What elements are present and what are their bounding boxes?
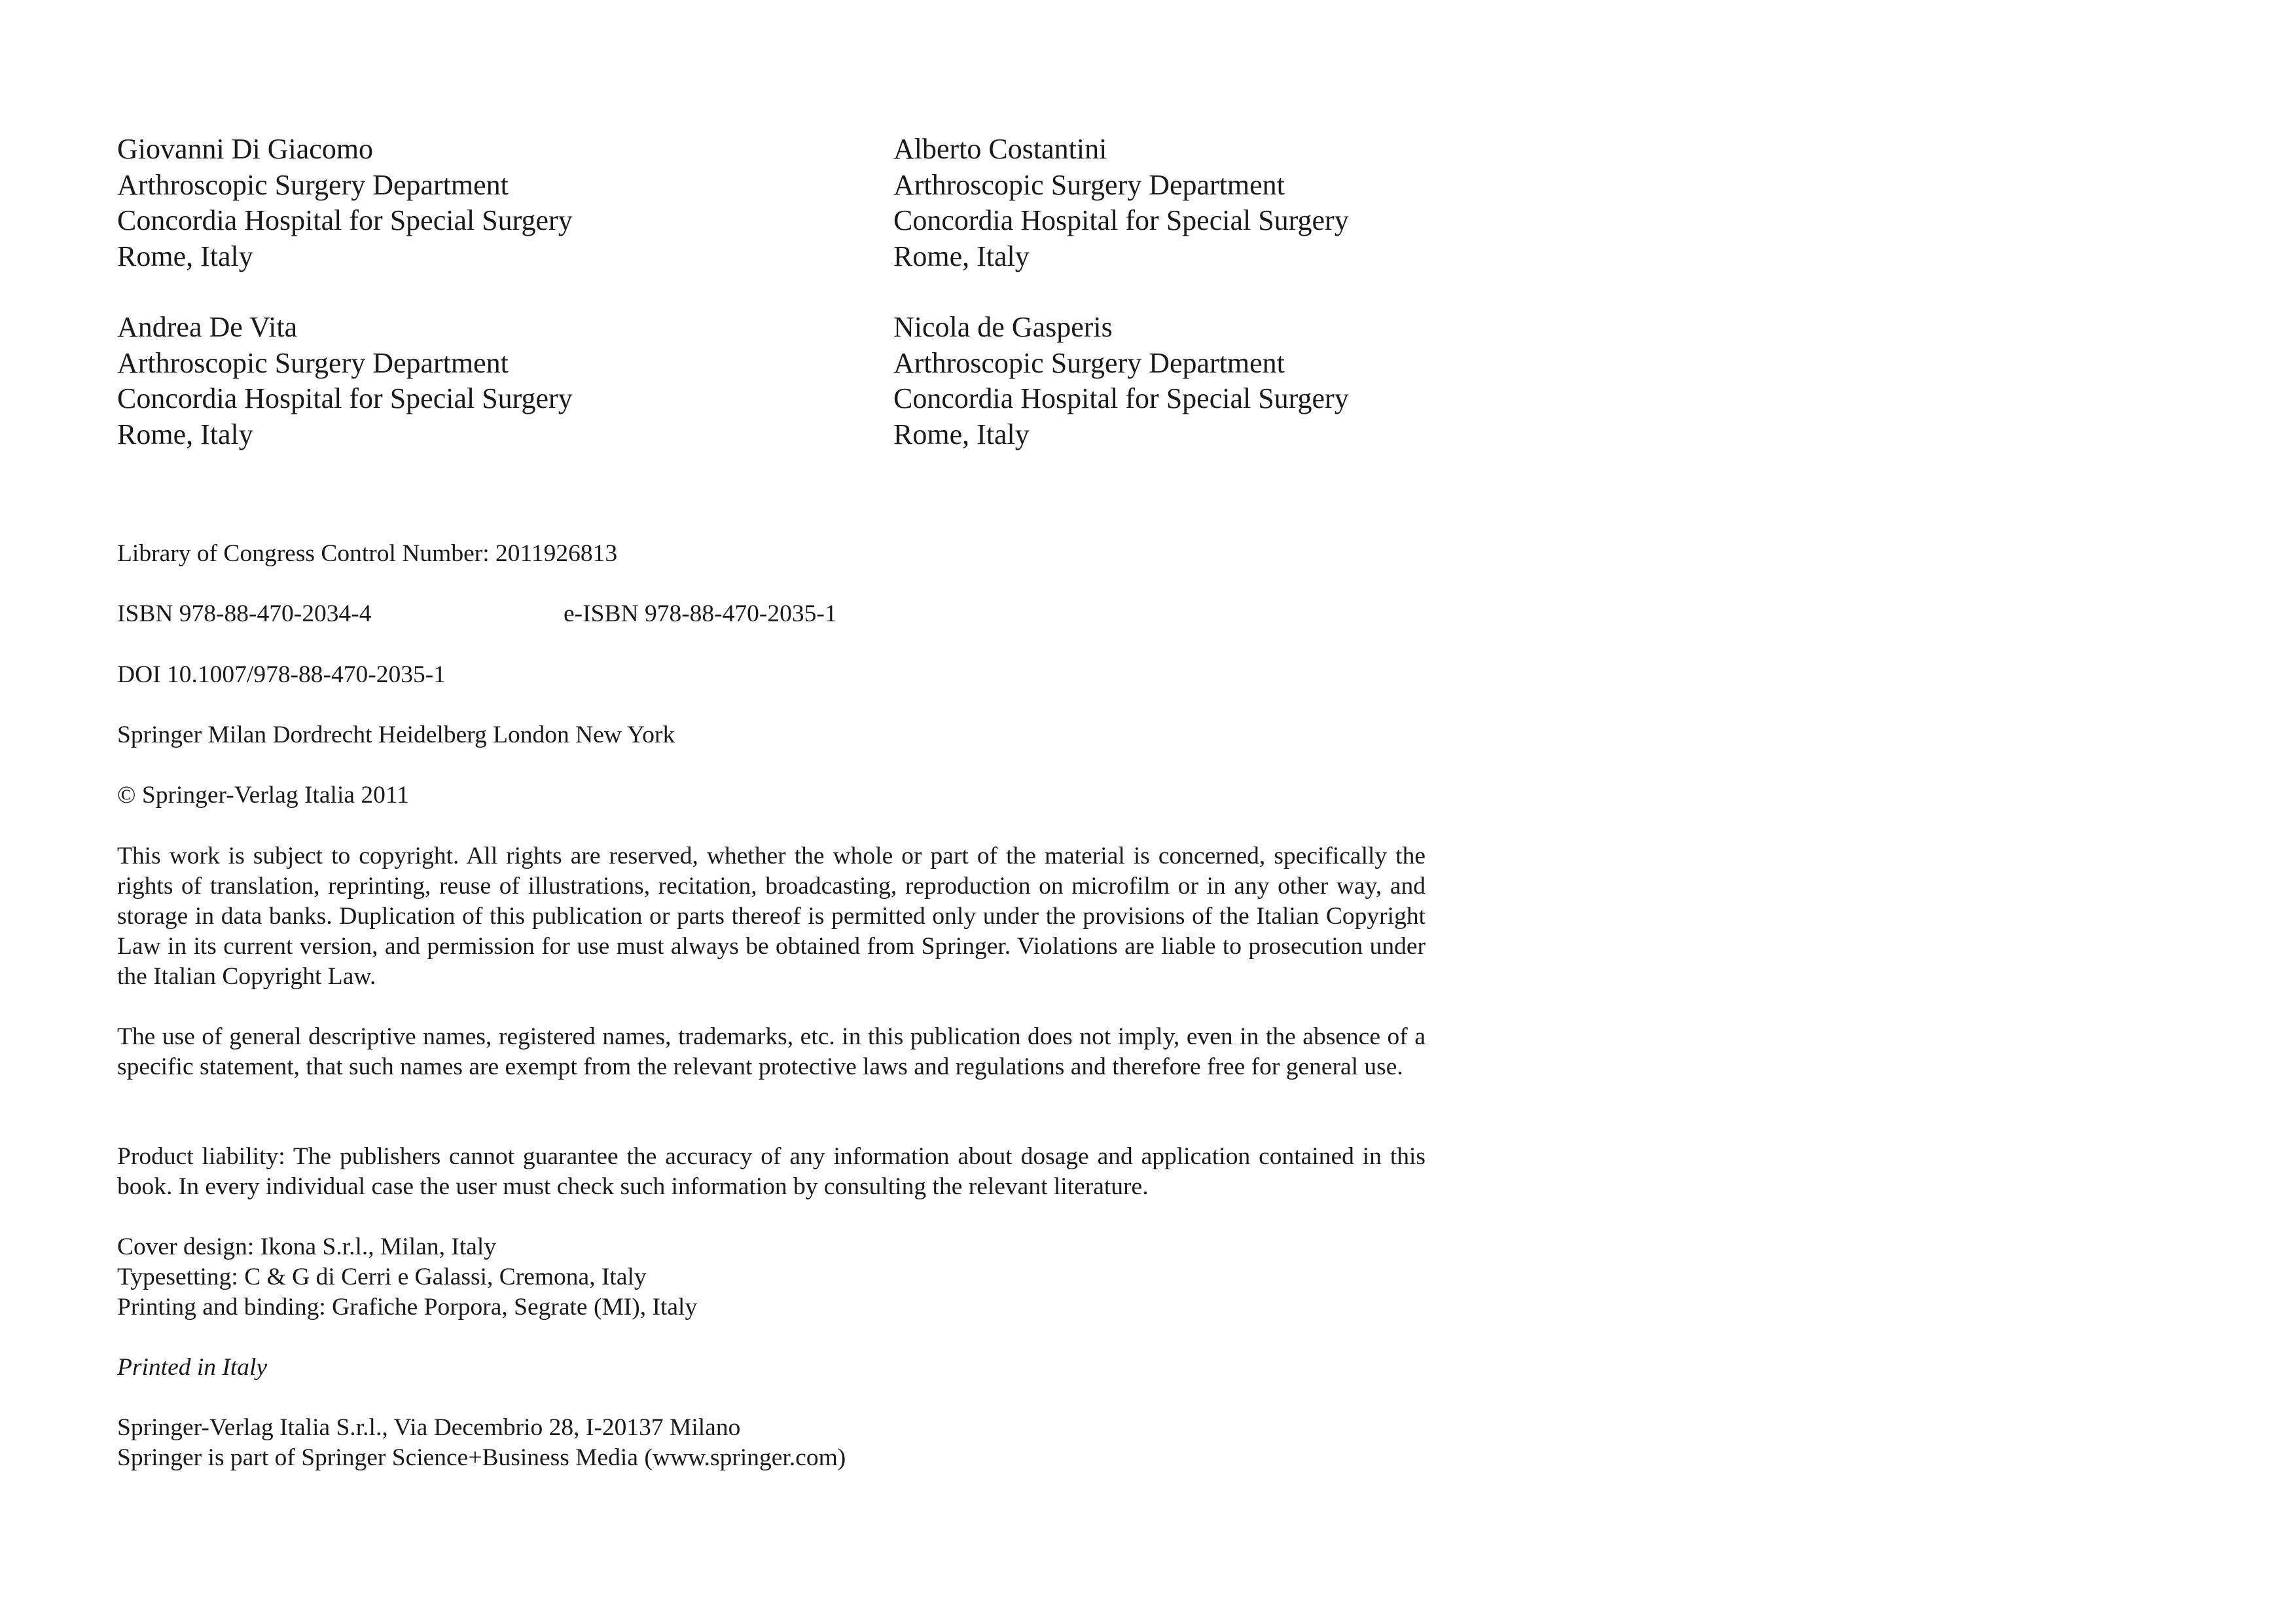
loc-control-number: Library of Congress Control Number: 2011926813 <box>117 540 618 567</box>
author-city: Rome, Italy <box>117 240 253 272</box>
publisher-address <box>117 1413 1426 1473</box>
author-hospital: Concordia Hospital for Special Surgery <box>117 382 573 414</box>
isbn-line <box>117 599 1426 629</box>
author-name: Alberto Costantini <box>893 133 1107 165</box>
e-isbn: e-ISBN 978-88-470-2035-1 <box>564 600 837 627</box>
liability-paragraph: Product liability: The publishers cannot guarantee the accuracy of any information about dosage and application contained in this book. In every individual case the user must check such information by consulting the relevant literature. <box>117 1143 1426 1200</box>
production-credits <box>117 1232 1426 1322</box>
publisher-address-line: Springer-Verlag Italia S.r.l., Via Decembrio 28, I-20137 Milano <box>117 1414 741 1441</box>
author-city: Rome, Italy <box>117 418 253 450</box>
printing-credit: Printing and binding: Grafiche Porpora, Segrate (MI), Italy <box>117 1294 698 1321</box>
trademark-paragraph: The use of general descriptive names, registered names, trademarks, etc. in this publication does not imply, even in the absence of a specific statement, that such names are exempt from the relevant protective laws and regulations and therefore free for general use. <box>117 1023 1426 1080</box>
author-city: Rome, Italy <box>893 418 1030 450</box>
author-department: Arthroscopic Surgery Department <box>117 168 509 201</box>
author-department: Arthroscopic Surgery Department <box>117 346 509 379</box>
printed-in: Printed in Italy <box>117 1354 268 1381</box>
author-name: Andrea De Vita <box>117 311 298 343</box>
copyright-notice: © Springer-Verlag Italia 2011 <box>117 782 410 809</box>
author-block <box>117 132 870 274</box>
author-block <box>893 310 1646 452</box>
cover-design-credit: Cover design: Ikona S.r.l., Milan, Italy <box>117 1233 497 1260</box>
author-hospital: Concordia Hospital for Special Surgery <box>893 382 1349 414</box>
author-city: Rome, Italy <box>893 240 1030 272</box>
author-name: Nicola de Gasperis <box>893 311 1113 343</box>
author-block <box>117 310 870 452</box>
author-hospital: Concordia Hospital for Special Surgery <box>117 204 573 236</box>
typesetting-credit: Typesetting: C & G di Cerri e Galassi, Cremona, Italy <box>117 1264 647 1290</box>
publisher-cities: Springer Milan Dordrecht Heidelberg London New York <box>117 721 675 748</box>
author-name: Giovanni Di Giacomo <box>117 133 374 165</box>
copyright-paragraph: This work is subject to copyright. All rights are reserved, whether the whole or part of the material is concerned, specifically the rights of translation, reprinting, reuse of illustrations, recitation, broadcasting, reproduction on microfilm or in any other way, and storage in data banks. Duplication of this publication or parts thereof is permitted only under the provisions of the Italian Copyright Law in its current version, and permission for use must always be obtained from Springer. Violations are liable to prosecution under the Italian Copyright Law. <box>117 843 1426 990</box>
publisher-group-line: Springer is part of Springer Science+Business Media (www.springer.com) <box>117 1444 846 1471</box>
isbn: ISBN 978-88-470-2034-4 <box>117 600 372 627</box>
doi: DOI 10.1007/978-88-470-2035-1 <box>117 661 446 688</box>
author-block <box>893 132 1646 274</box>
author-hospital: Concordia Hospital for Special Surgery <box>893 204 1349 236</box>
author-department: Arthroscopic Surgery Department <box>893 168 1285 201</box>
author-department: Arthroscopic Surgery Department <box>893 346 1285 379</box>
